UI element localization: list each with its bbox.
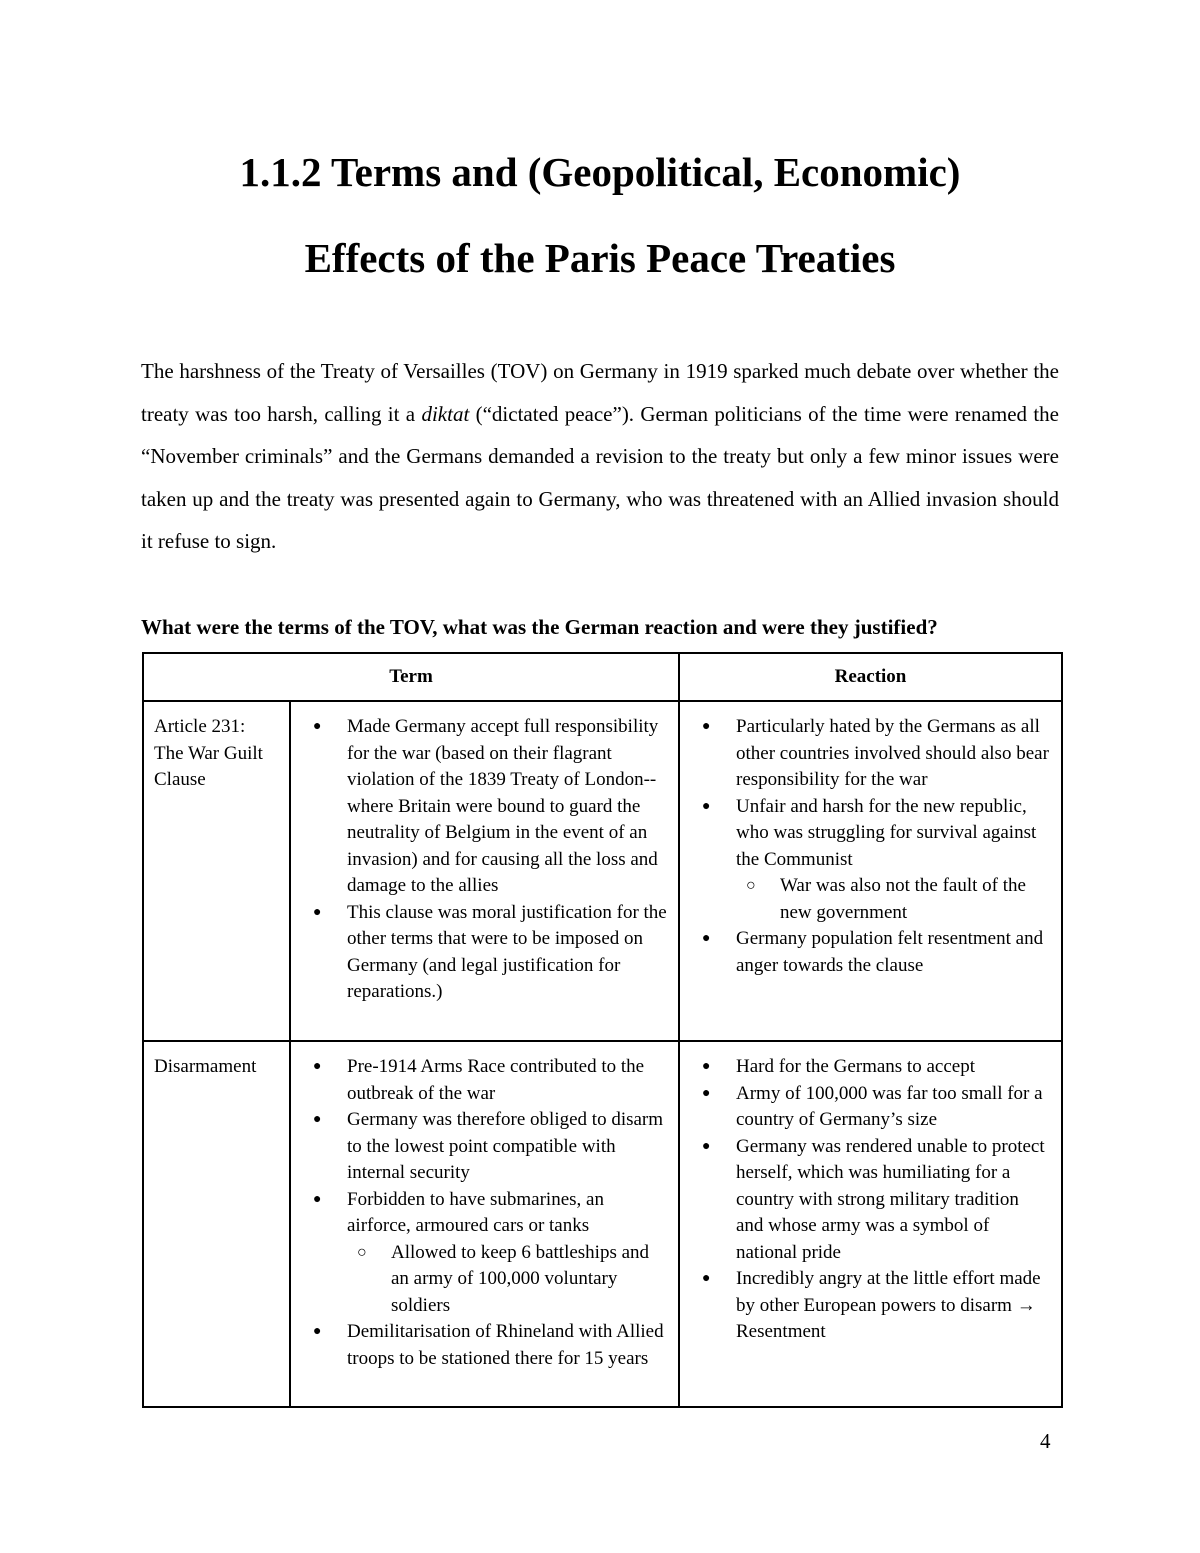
reaction-list — [690, 1054, 1051, 1346]
sub-list — [347, 1240, 668, 1320]
list-item-text: Unfair and harsh for the new republic, who was struggling for survival against the Communist — [736, 795, 1037, 870]
bullet-icon: ● — [702, 1271, 711, 1286]
list-item-text: Germany was rendered unable to protect herself, which was humiliating for a country with strong military tradition and whose army was a symbol of national pride — [736, 1135, 1045, 1263]
bullet-icon: ● — [313, 1191, 322, 1207]
intro-paragraph — [141, 350, 1059, 563]
row-label-article-231: Article 231: The War Guilt Clause — [143, 701, 290, 1041]
bullet-icon: ● — [702, 931, 711, 946]
term-list — [301, 1054, 668, 1372]
list-item-text: Army of 100,000 was far too small for a country of Germany’s size — [736, 1082, 1043, 1130]
list-item — [690, 1081, 1051, 1134]
table-header-row — [143, 653, 1062, 701]
row-label-disarmament: Disarmament — [143, 1041, 290, 1407]
reaction-cell — [679, 701, 1062, 1041]
sub-list-item — [736, 873, 1051, 926]
list-item-text: Demilitarisation of Rhineland with Allied troops to be stationed there for 15 years — [347, 1321, 664, 1369]
list-item — [690, 926, 1051, 979]
bullet-icon: ● — [702, 1138, 711, 1154]
sub-list-item — [347, 1240, 668, 1320]
header-reaction: Reaction — [679, 653, 1062, 701]
sub-list-item-text: War was also not the fault of the new government — [780, 875, 1026, 923]
list-item-text: Forbidden to have submarines, an airforce, armoured cars or tanks — [347, 1188, 604, 1236]
bullet-icon: ● — [313, 1324, 322, 1339]
page-number: 4 — [1040, 1429, 1051, 1453]
table-row — [143, 1041, 1062, 1407]
list-item-text: Germany population felt resentment and anger towards the clause — [736, 928, 1044, 976]
list-item-text: Germany was therefore obliged to disarm to the lowest point compatible with internal security — [347, 1109, 664, 1183]
list-item — [301, 714, 668, 900]
term-list — [301, 714, 668, 1006]
terms-table — [142, 652, 1063, 1408]
list-item-text: Made Germany accept full responsibility for the war (based on their flagrant violation of the 1839 Treaty of London-- where Britain were bound to guard the neutrality of Belgium in the event of an invasion) and for causing all the loss and damage to the allies — [347, 716, 659, 896]
list-item — [301, 1054, 668, 1107]
list-item — [690, 1134, 1051, 1267]
list-item-text: Particularly hated by the Germans as all other countries involved should also bear responsibility for the war — [736, 716, 1049, 790]
sub-list-item-text: Allowed to keep 6 battleships and an army of 100,000 voluntary soldiers — [391, 1241, 650, 1316]
list-item — [301, 1319, 668, 1372]
section-question: What were the terms of the TOV, what was the German reaction and were they justified? — [141, 615, 938, 639]
list-item — [301, 900, 668, 1006]
intro-text-part-2: (“dictated peace”). German politicians of the time were renamed the “November criminals” and the Germans demanded a revision to the treaty but only a few minor issues were taken up and the treaty was presented again to Germany, who was threatened with an Allied invasion should it refuse to sign. — [141, 401, 1060, 553]
list-item — [301, 1107, 668, 1187]
table-row — [143, 701, 1062, 1041]
bullet-icon: ● — [313, 904, 322, 920]
bullet-icon: ● — [702, 719, 711, 734]
intro-italic-term: diktat — [421, 401, 470, 426]
hollow-bullet-icon: ○ — [746, 877, 756, 894]
list-item-text: This clause was moral justification for the other terms that were to be imposed on Germany (and legal justification for reparations.) — [347, 901, 667, 1002]
reaction-cell — [679, 1041, 1062, 1407]
bullet-icon: ● — [313, 1112, 322, 1127]
term-cell — [290, 701, 679, 1041]
page-title-line-1: 1.1.2 Terms and (Geopolitical, Economic) — [239, 149, 961, 195]
list-item — [690, 1054, 1051, 1081]
bullet-icon: ● — [702, 1085, 711, 1101]
sub-list — [736, 873, 1051, 926]
reaction-list — [690, 714, 1051, 979]
list-item — [690, 714, 1051, 794]
bullet-icon: ● — [313, 1059, 322, 1074]
hollow-bullet-icon: ○ — [357, 1243, 367, 1261]
list-item-text: Hard for the Germans to accept — [736, 1056, 975, 1077]
list-item — [690, 794, 1051, 927]
bullet-icon: ● — [702, 798, 711, 814]
bullet-icon: ● — [313, 719, 322, 734]
list-item — [690, 1266, 1051, 1346]
list-item-text: Pre-1914 Arms Race contributed to the outbreak of the war — [347, 1056, 645, 1104]
intro-text-part-1: The harshness of the Treaty of Versailles (TOV) on Germany in 1919 sparked much debate over whether the treaty was too harsh, calling it a — [141, 359, 1059, 426]
list-item-text: Incredibly angry at the little effort made by other European powers to disarm → Resentment — [736, 1268, 1041, 1342]
bullet-icon: ● — [702, 1059, 711, 1074]
page-title-line-2: Effects of the Paris Peace Treaties — [304, 235, 896, 281]
term-cell — [290, 1041, 679, 1407]
header-term: Term — [143, 653, 679, 701]
list-item — [301, 1187, 668, 1320]
